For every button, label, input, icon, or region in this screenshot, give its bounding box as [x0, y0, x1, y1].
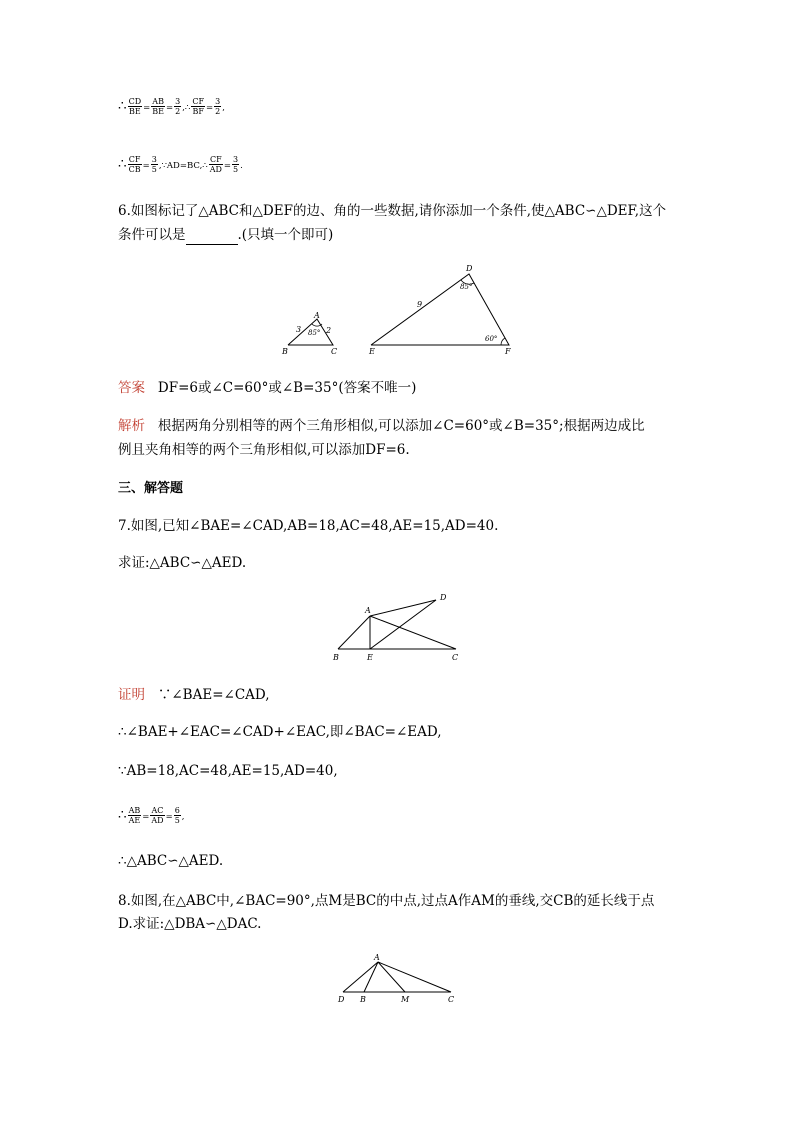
angle-f-value: 60° [485, 335, 498, 343]
proof-line-1: 证明 ∵∠BAE=∠CAD, [118, 687, 270, 703]
analysis-label: 解析 [118, 418, 145, 434]
fraction: $\frac{6}{5}$ [174, 806, 180, 825]
label-a: A [365, 606, 371, 615]
figure-q8 [335, 950, 465, 1005]
question-7-goal: 求证:△ABC∽△AED. [118, 555, 247, 571]
label-c: C [448, 995, 455, 1004]
side-ac-value: 2 [326, 326, 332, 335]
fraction: $\frac{CF}{AD}$ [209, 155, 222, 174]
label-e: E [369, 347, 375, 356]
side-ab-value: 3 [296, 325, 302, 334]
label-e: E [367, 653, 373, 662]
question-6-text: 6.如图标记了△ABC和△DEF的边、角的一些数据,请你添加一个条件,使△ABC∽△DEF,这个 [118, 203, 667, 219]
answer-label: 答案 [118, 380, 145, 396]
answer-blank[interactable] [186, 230, 238, 245]
label-a: A [374, 953, 380, 962]
proof-line-ratio-cf-ad: ∴ $\frac{CF}{CB}$ = $\frac{3}{5}$ ,∵AD=BC,∴ $\frac{CF}{AD}$ = $\frac{3}{5}$ . [118, 155, 243, 174]
question-7-text: 7.如图,已知∠BAE=∠CAD,AB=18,AC=48,AE=15,AD=40. [118, 518, 499, 534]
label-d: D [466, 264, 473, 273]
analysis-line-2: 例且夹角相等的两个三角形相似,可以添加DF=6. [118, 442, 410, 458]
analysis-line-1: 解析 根据两角分别相等的两个三角形相似,可以添加∠C=60°或∠B=35°;根据两边成比 [118, 418, 645, 434]
angle-d-value: 85° [460, 283, 473, 291]
figure-q7 [330, 590, 470, 665]
fraction: $\frac{3}{5}$ [233, 155, 239, 174]
label-c: C [452, 653, 459, 662]
answer-line [118, 378, 416, 398]
side-de-value: 9 [417, 300, 423, 309]
question-6-text-2: 条件可以是 .(只填一个即可) [118, 227, 334, 243]
triangle-abc [281, 311, 337, 356]
proof-label: 证明 [118, 687, 145, 703]
label-b: B [282, 347, 288, 356]
fraction: $\frac{CD}{BE}$ [128, 97, 142, 116]
angle-a-value: 85° [308, 329, 321, 337]
proof-line-3: ∵AB=18,AC=48,AE=15,AD=40, [118, 763, 338, 779]
fraction: $\frac{3}{5}$ [151, 155, 157, 174]
fraction: $\frac{CF}{BF}$ [192, 97, 204, 116]
section-title: 三、解答题 [118, 481, 184, 496]
label-a: A [314, 311, 320, 320]
question-8-text: 8.如图,在△ABC中,∠BAC=90°,点M是BC的中点,过点A作AM的垂线,交CB的延长线于点 [118, 893, 655, 909]
figure-triangles-abc-def [276, 262, 526, 357]
label-d: D [440, 593, 447, 602]
fraction: $\frac{AB}{AE}$ [128, 806, 141, 825]
answer-text: DF=6或∠C=60°或∠B=35°(答案不唯一) [157, 380, 417, 396]
label-b: B [333, 653, 339, 662]
fraction: $\frac{3}{2}$ [215, 97, 221, 116]
label-b: B [360, 995, 366, 1004]
triangle-def [368, 264, 511, 356]
label-f: F [505, 347, 511, 356]
label-d: D [338, 995, 345, 1004]
label-m: M [401, 995, 410, 1004]
fraction: $\frac{AC}{AD}$ [151, 806, 164, 825]
proof-line-5: ∴△ABC∽△AED. [118, 853, 224, 869]
fraction: $\frac{CF}{CB}$ [128, 155, 141, 174]
proof-line-4: ∴ $\frac{AB}{AE}$ = $\frac{AC}{AD}$ = $\frac{6}{5}$ , [118, 806, 185, 825]
fraction: $\frac{AB}{BE}$ [152, 97, 164, 116]
proof-line-ratio-cf-bf: ∴ $\frac{CD}{BE}$ = $\frac{AB}{BE}$ = $\frac{3}{2}$ ,∴ $\frac{CF}{BF}$ = $\frac{3}{2}$ , [118, 97, 225, 116]
proof-line-2: ∴∠BAE+∠EAC=∠CAD+∠EAC,即∠BAC=∠EAD, [118, 724, 442, 740]
fraction: $\frac{3}{2}$ [175, 97, 181, 116]
label-c: C [331, 347, 338, 356]
question-8-goal: D.求证:△DBA∽△DAC. [118, 916, 262, 932]
